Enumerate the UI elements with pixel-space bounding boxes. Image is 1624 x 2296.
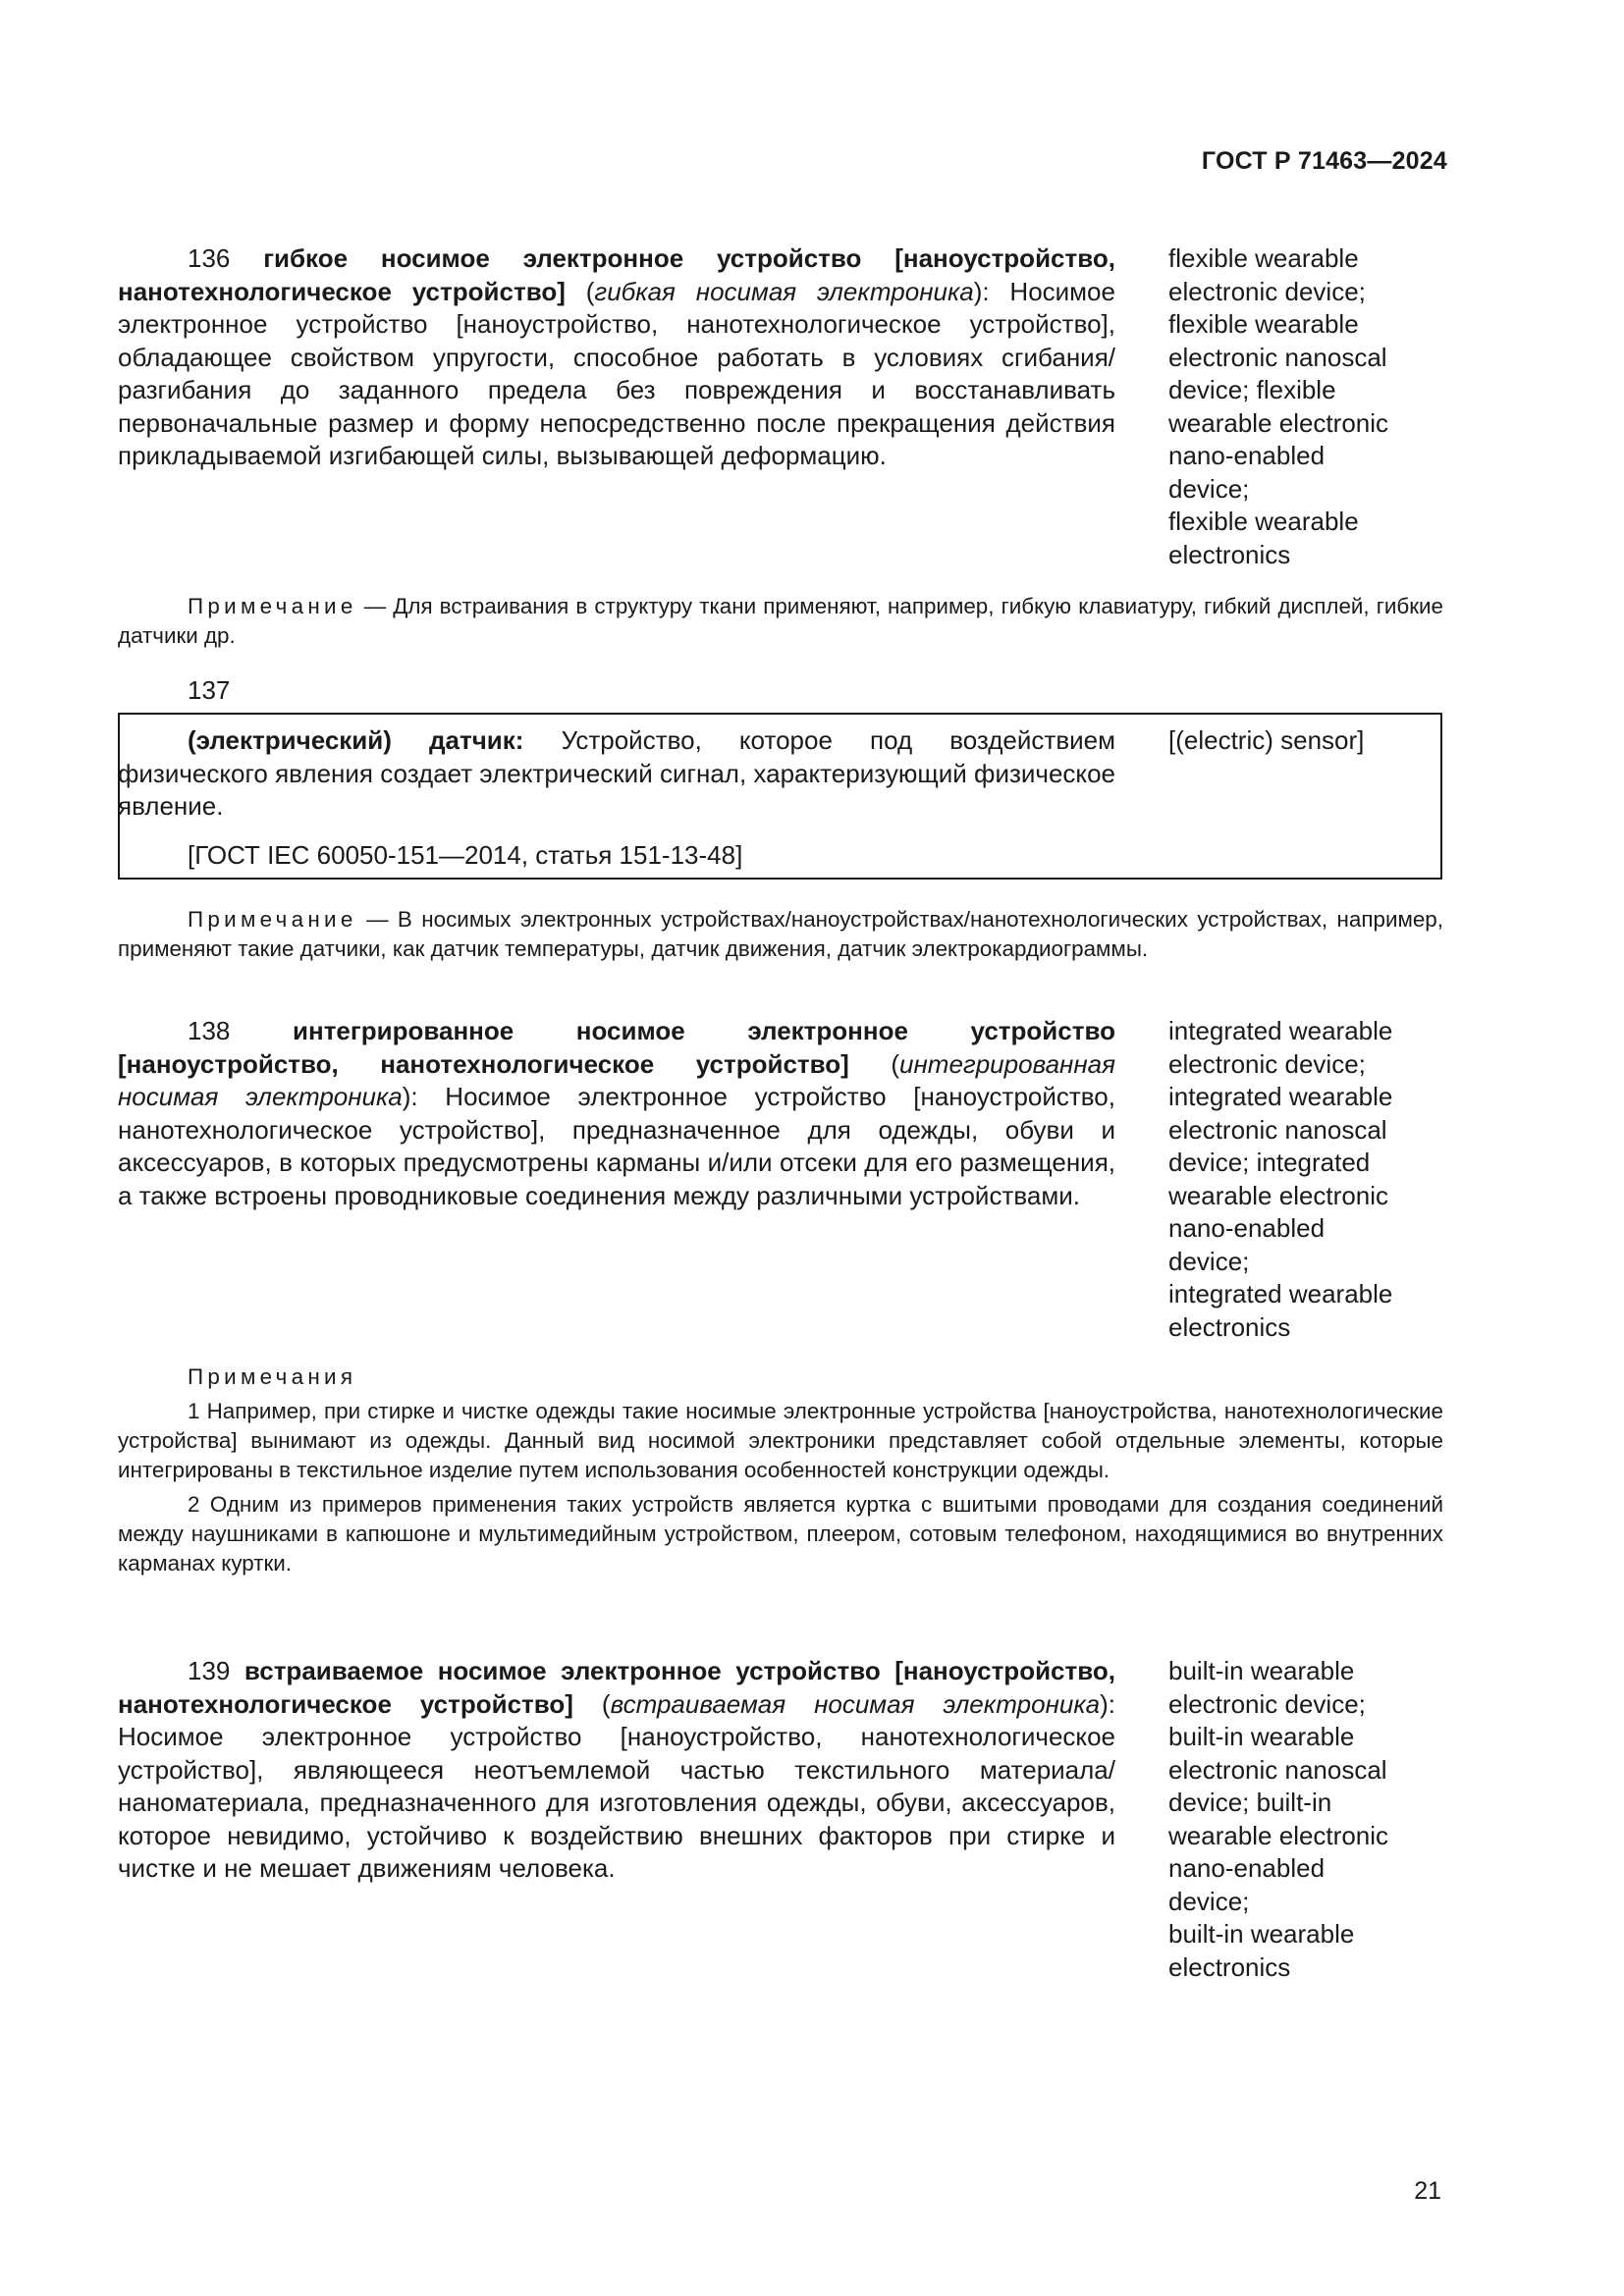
english-line: built-in wearable [1168,1656,1355,1685]
entry-number: 136 [188,243,231,273]
entry-number: 138 [188,1016,231,1045]
term-definition: ): Носимое электронное устройство [наноустройство, нанотехнологическое устройство], являющееся неотъемлемой частью текстильного материала/наноматериала, предназначенного для изготовления одежды, обуви, аксессуаров, которое невидимо, устойчиво к воздействию внешних факторов при стирке и чистке и не мешает движениям человека. [118,1688,1115,1883]
document-header: ГОСТ Р 71463—2024 [1201,147,1447,175]
english-line: electronics [1168,1951,1291,1982]
english-line: built-in wearable [1168,1722,1355,1751]
english-line: wearable electronic [1168,407,1389,438]
entry-number-137: 137 [188,675,231,705]
term-entry-137 [118,724,1115,824]
term-name: (электрический) датчик: [188,725,524,755]
term-entry-138: 138 интегрированное носимое электронное устройство [наноустройство, нанотехнологическое устройство] (интегрированная носимая электроника): Носимое электронное устройство [наноустройство, нанотехнологическое устройство], предназначенное для одежды, обуви и аксессуаров, в которых предусмотрены карманы и/или отсеки для его размещения, а также встроены проводниковые соединения между различными устройствами. [118,1016,1115,1210]
english-line: electronic device; [1168,1048,1366,1079]
english-line: flexible wearable [1168,309,1359,339]
term-definition: ): Носимое электронное устройство [наноустройство, нанотехнологическое устройство], обладающее свойством упругости, способное работать в условиях сгибания/разгибания до заданного предела без повреждения и восстанавливать первоначальные размер и форму непосредственно после прекращения действия прикладываемой изгибающей силы, вызывающей деформацию. [118,276,1115,470]
term-source-137 [118,839,1115,873]
english-line: integrated wearable [1168,1279,1393,1308]
term-name: интегрированное носимое электронное устройство [наноустройство, нанотехнологическое устройство] [118,1016,1115,1079]
english-line: integrated wearable [1168,1016,1393,1045]
english-line: electronic nanoscal [1168,342,1387,372]
english-line: device; flexible [1168,375,1336,404]
term-synonym: интегрированная носимая электроника [118,1048,1115,1111]
english-line: electronic device; [1168,276,1366,306]
note-item-2: 2 Одним из примеров применения таких устройств является куртка с вшитыми проводами для создания соединений между наушниками в капюшоне и мультимедийным устройством, плеером, сотовым телефоном, находящимися во внутренних карманах куртки. [118,1492,1443,1575]
page-number: 21 [1414,2177,1441,2205]
english-line: flexible wearable [1168,507,1359,536]
english-line: device; [1168,473,1250,504]
note-item-1: 1 Например, при стирке и чистке одежды такие носимые электронные устройства [наноустройства, нанотехнологические устройства] вынимают из одежды. Данный вид носимой электроники представляет собой отдельные элементы, которые интегрированы в текстильное изделие путем использования особенностей конструкции одежды. [118,1399,1443,1482]
note-label: Примечание [188,594,357,618]
term-definition: Устройство, которое под воздействием физического явления создает электрический сигнал, характеризующий физическое явление. [118,725,1115,821]
english-line: nano-enabled [1168,1213,1326,1243]
english-equivalents-137 [1168,724,1463,758]
term-entry-139: 139 встраиваемое носимое электронное устройство [наноустройство, нанотехнологическое устройство] (встраиваемая носимая электроника): Носимое электронное устройство [наноустройство, нанотехнологическое устройство], являющееся неотъемлемой частью текстильного материала/наноматериала, предназначенного для изготовления одежды, обуви, аксессуаров, которое невидимо, устойчиво к воздействию внешних факторов при стирке и чистке и не мешает движениям человека. [118,1656,1115,1883]
english-line: device; built-in [1168,1788,1332,1817]
english-line: electronics [1168,539,1291,569]
english-line: device; [1168,1246,1250,1276]
english-equivalents-138 [1168,1015,1463,1344]
english-line: electronic nanoscal [1168,1114,1387,1145]
english-line: flexible wearable [1168,243,1359,273]
english-line: built-in wearable [1168,1919,1355,1949]
english-line: wearable electronic [1168,1820,1389,1850]
term-name: встраиваемое носимое электронное устройство [наноустройство, нанотехнологическое устройство] [118,1656,1115,1719]
term-name: гибкое носимое электронное устройство [наноустройство, нанотехнологическое устройство] [118,243,1115,306]
english-line: integrated wearable [1168,1082,1393,1111]
english-line: electronic nanoscal [1168,1754,1387,1785]
source-reference: [ГОСТ IEC 60050-151—2014, статья 151-13-48] [188,840,743,870]
term-entry-136: 136 гибкое носимое электронное устройство [наноустройство, нанотехнологическое устройство] (гибкая носимая электроника): Носимое электронное устройство [наноустройство, нанотехнологическое устройство], обладающее свойством упругости, способное работать в условиях сгибания/разгибания до заданного предела без повреждения и восстанавливать первоначальные размер и форму непосредственно после прекращения действия прикладываемой изгибающей силы, вызывающей деформацию. [118,243,1115,470]
english-line: device; integrated [1168,1148,1371,1177]
term-synonym: гибкая носимая электроника [594,276,974,306]
note-label: Примечание [188,907,357,932]
english-line: [(electric) sensor] [1168,725,1365,755]
english-line: nano-enabled [1168,1853,1326,1883]
note-137 [118,905,1443,964]
term-synonym: встраиваемая носимая электроника [610,1688,1101,1719]
english-line: electronics [1168,1311,1291,1342]
note-text: — Для встраивания в структуру ткани применяют, например, гибкую клавиатуру, гибкий дисплей, гибкие датчики др. [118,594,1443,648]
english-line: nano-enabled [1168,441,1326,470]
note-136 [118,592,1443,651]
english-line: device; [1168,1886,1250,1916]
english-line: electronic device; [1168,1688,1366,1719]
english-line: wearable electronic [1168,1180,1389,1210]
notes-138 [118,1362,1443,1578]
note-text: — В носимых электронных устройствах/наноустройствах/нанотехнологических устройствах, например, применяют такие датчики, как датчик температуры, датчик движения, датчик электрокардиограммы. [118,907,1443,961]
term-definition: ): Носимое электронное устройство [наноустройство, нанотехнологическое устройство], предназначенное для одежды, обуви и аксессуаров, в которых предусмотрены карманы и/или отсеки для его размещения, а также встроены проводниковые соединения между различными устройствами. [118,1082,1115,1210]
entry-number: 139 [188,1656,231,1685]
notes-label: Примечания [188,1364,357,1389]
english-equivalents-136 [1168,242,1463,571]
english-equivalents-139 [1168,1655,1463,1984]
